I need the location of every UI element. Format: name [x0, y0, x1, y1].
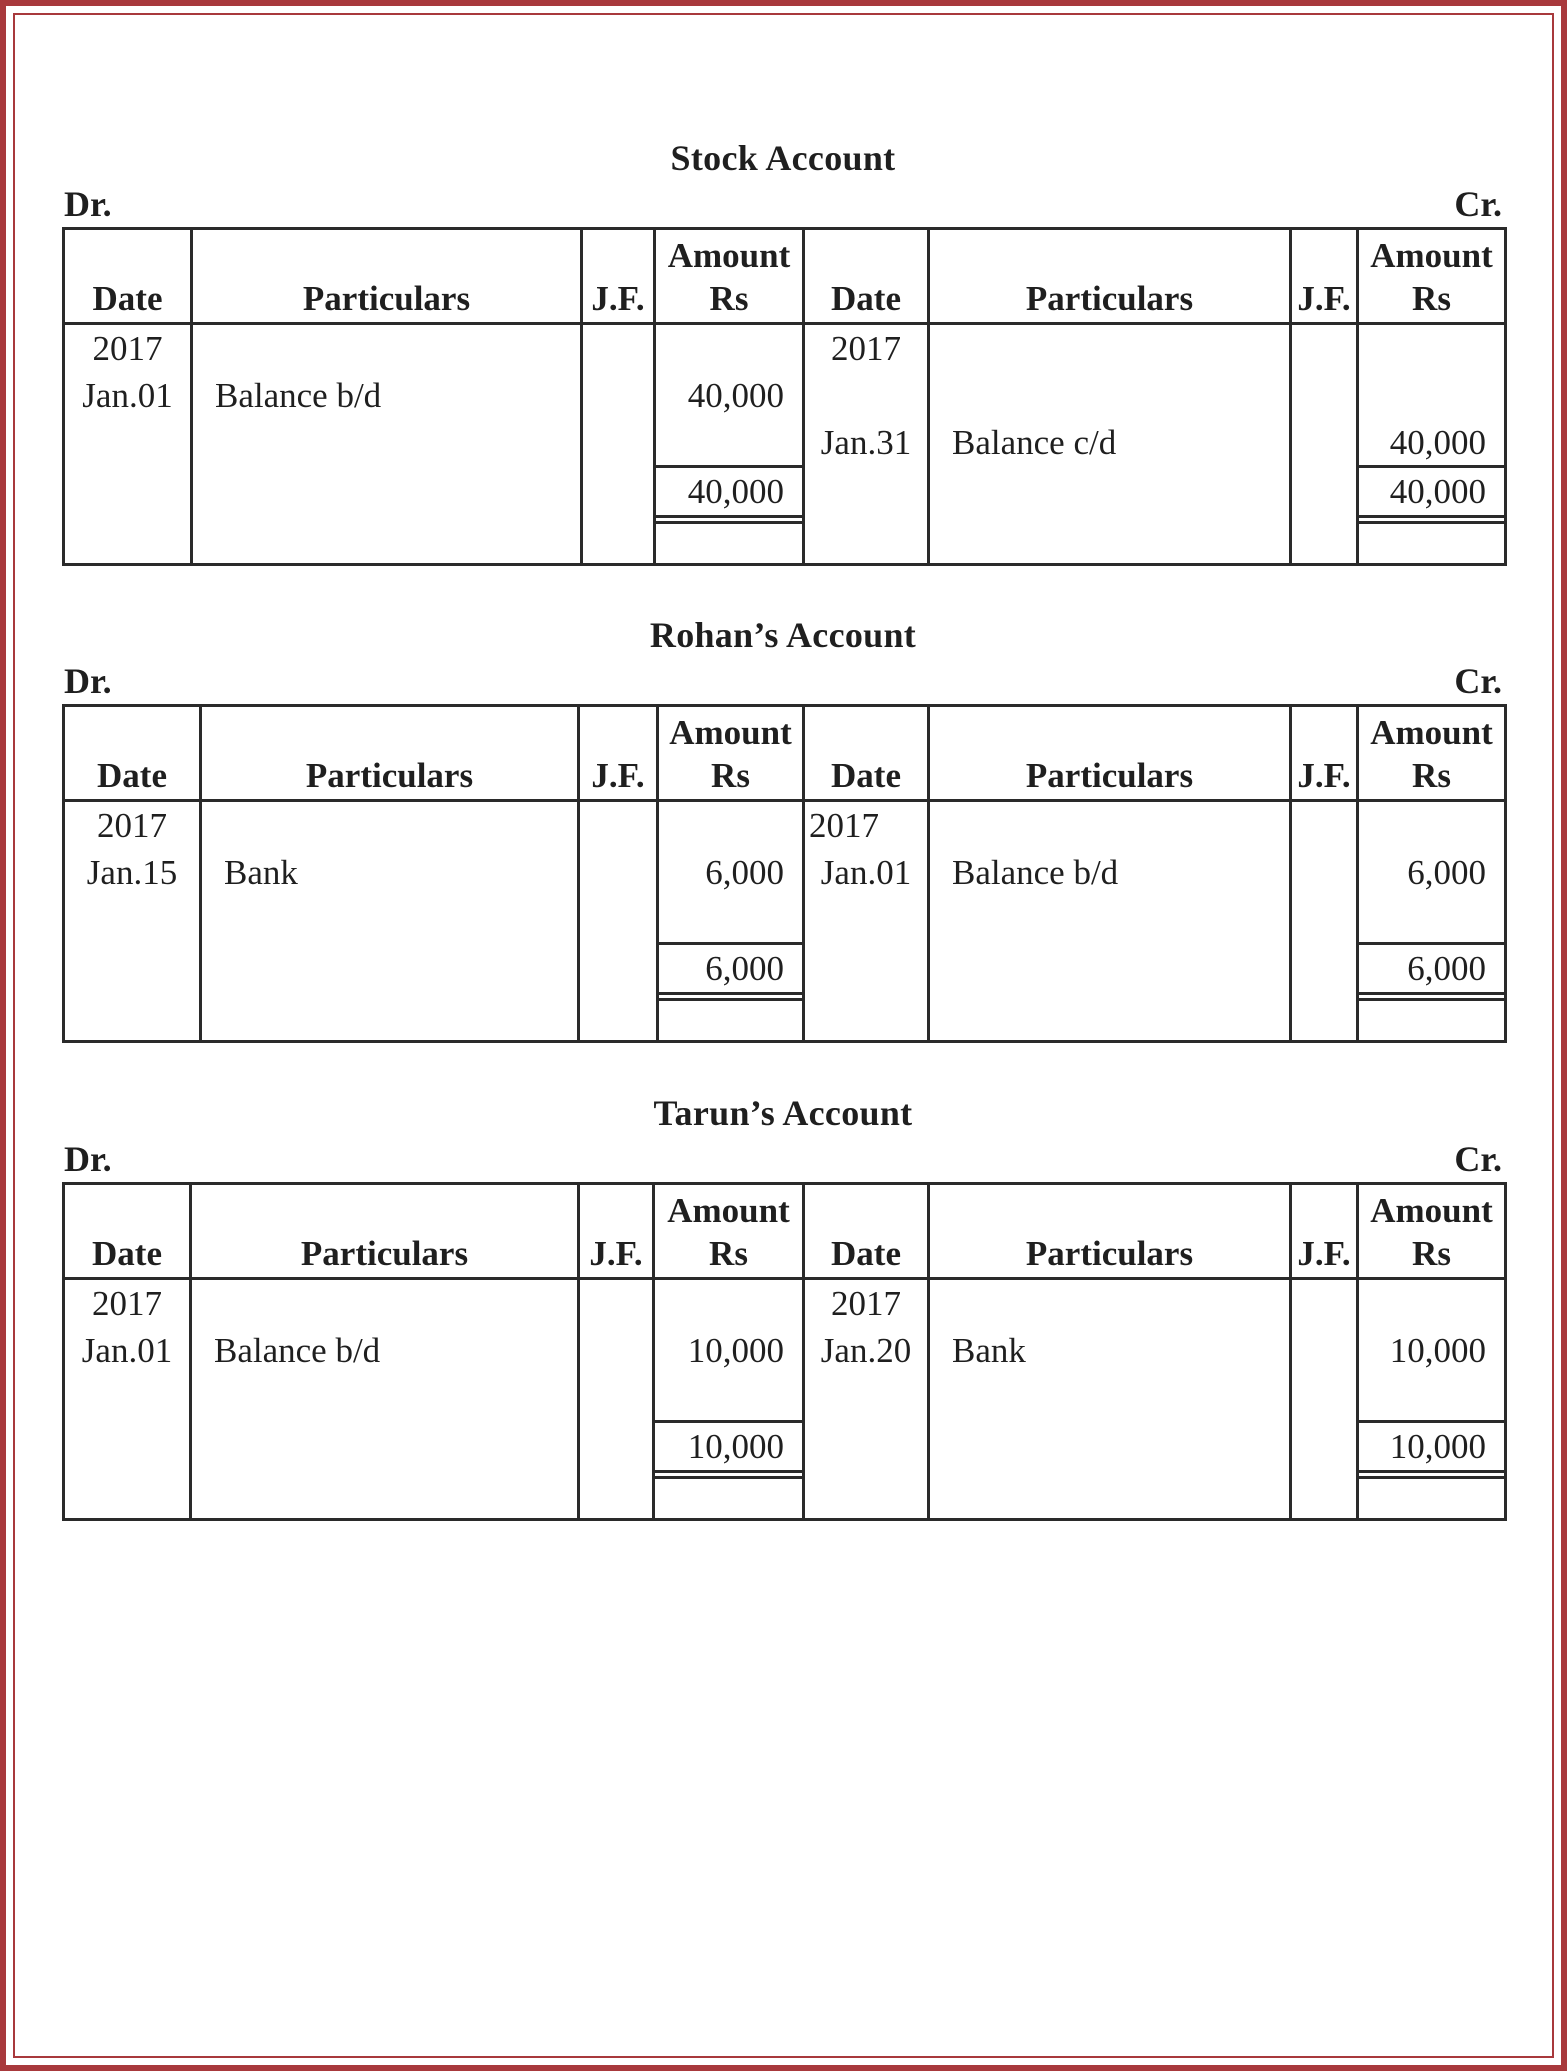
credit-date: Jan.31 — [820, 423, 912, 462]
credit-year: 2017 — [831, 1284, 901, 1323]
debit-total: 6,000 — [705, 949, 784, 988]
credit-particulars-cell — [929, 324, 1291, 565]
entries-row — [64, 324, 1506, 565]
debit-jf-cell — [582, 324, 655, 565]
credit-particulars-cell — [929, 1279, 1291, 1520]
debit-date-cell — [64, 324, 192, 565]
debit-amount-header — [658, 706, 804, 801]
debit-amount-cell — [658, 801, 804, 1042]
stock-account-ledger — [62, 135, 1504, 566]
rs-label: Rs — [1412, 756, 1451, 795]
debit-jf-cell — [579, 1279, 654, 1520]
credit-particulars: Balance b/d — [952, 853, 1119, 892]
debit-jf-header: J.F. — [579, 1184, 654, 1279]
credit-amount: 10,000 — [1389, 1331, 1486, 1370]
double-underline — [1359, 992, 1504, 1001]
credit-date-cell — [804, 801, 929, 1042]
credit-jf-header: J.F. — [1291, 1184, 1358, 1279]
debit-year: 2017 — [92, 1284, 162, 1323]
entries-row — [64, 1279, 1506, 1520]
credit-date-cell — [804, 324, 929, 565]
amount-label: Amount — [667, 236, 791, 275]
rs-label: Rs — [1412, 1234, 1451, 1273]
debit-jf-cell — [579, 801, 658, 1042]
debit-amount-header — [654, 1184, 804, 1279]
amount-label: Amount — [1370, 1191, 1493, 1230]
credit-amount-cell — [1358, 324, 1506, 565]
double-underline — [655, 1470, 802, 1479]
debit-amount-header — [655, 229, 804, 324]
debit-date: Jan.01 — [82, 376, 173, 415]
debit-date-cell — [64, 1279, 191, 1520]
debit-particulars: Bank — [224, 853, 298, 892]
rs-label: Rs — [1412, 279, 1451, 318]
credit-year: 2017 — [809, 806, 879, 845]
credit-jf-header: J.F. — [1291, 229, 1358, 324]
dr-cr-row — [62, 1136, 1504, 1182]
ledger-table — [62, 227, 1507, 566]
credit-date: Jan.20 — [820, 1331, 912, 1370]
ledger-title: Rohan’s Account — [649, 615, 917, 655]
rohan-account-ledger — [62, 612, 1504, 1043]
credit-total: 10,000 — [1389, 1427, 1486, 1466]
debit-date: Jan.15 — [86, 853, 178, 892]
debit-total: 10,000 — [687, 1427, 784, 1466]
ledger-title: Tarun’s Account — [653, 1093, 913, 1133]
credit-particulars: Bank — [952, 1331, 1026, 1370]
credit-jf-cell — [1291, 801, 1358, 1042]
debit-particulars-header: Particulars — [192, 229, 582, 324]
dr-label: Dr. — [64, 1139, 112, 1179]
ledger-table — [62, 704, 1507, 1043]
credit-amount: 40,000 — [1389, 423, 1486, 462]
amount-label: Amount — [669, 713, 792, 752]
credit-particulars-header: Particulars — [929, 1184, 1291, 1279]
debit-jf-header: J.F. — [579, 706, 658, 801]
ledger-table — [62, 1182, 1507, 1521]
rs-label: Rs — [711, 756, 750, 795]
debit-total: 40,000 — [687, 472, 784, 511]
double-underline — [656, 515, 802, 524]
debit-amount: 10,000 — [687, 1331, 784, 1370]
credit-jf-cell — [1291, 1279, 1358, 1520]
credit-jf-cell — [1291, 324, 1358, 565]
debit-particulars: Balance b/d — [215, 376, 382, 415]
credit-total: 6,000 — [1407, 949, 1486, 988]
debit-date-header: Date — [64, 706, 201, 801]
debit-amount: 40,000 — [687, 376, 784, 415]
debit-date-header: Date — [64, 1184, 191, 1279]
credit-particulars-cell — [929, 801, 1291, 1042]
credit-amount-header — [1358, 1184, 1506, 1279]
double-underline — [659, 992, 802, 1001]
credit-particulars: Balance c/d — [952, 423, 1117, 462]
credit-date-header: Date — [804, 706, 929, 801]
rs-label: Rs — [709, 1234, 748, 1273]
debit-jf-header: J.F. — [582, 229, 655, 324]
credit-amount-cell — [1358, 1279, 1506, 1520]
header-row — [64, 706, 1506, 801]
debit-year: 2017 — [92, 329, 163, 368]
debit-amount-cell — [655, 324, 804, 565]
credit-amount: 6,000 — [1407, 853, 1486, 892]
credit-date-header: Date — [804, 1184, 929, 1279]
credit-jf-header: J.F. — [1291, 706, 1358, 801]
amount-label: Amount — [1370, 713, 1493, 752]
cr-label: Cr. — [1454, 1139, 1502, 1179]
dr-label: Dr. — [64, 184, 112, 224]
dr-cr-row — [62, 658, 1504, 704]
cr-label: Cr. — [1454, 184, 1502, 224]
double-underline — [1359, 515, 1504, 524]
debit-amount: 6,000 — [705, 853, 784, 892]
ledger-title: Stock Account — [670, 138, 896, 178]
debit-particulars-cell — [191, 1279, 579, 1520]
credit-total: 40,000 — [1389, 472, 1486, 511]
credit-date: Jan.01 — [820, 853, 912, 892]
debit-amount-cell — [654, 1279, 804, 1520]
credit-amount-cell — [1358, 801, 1506, 1042]
debit-particulars-cell — [201, 801, 579, 1042]
double-underline — [1359, 1470, 1504, 1479]
tarun-account-ledger — [62, 1090, 1504, 1521]
debit-date: Jan.01 — [81, 1331, 173, 1370]
debit-particulars-header: Particulars — [201, 706, 579, 801]
amount-label: Amount — [667, 1191, 790, 1230]
credit-particulars-header: Particulars — [929, 229, 1291, 324]
debit-particulars-header: Particulars — [191, 1184, 579, 1279]
header-row — [64, 1184, 1506, 1279]
cr-label: Cr. — [1454, 661, 1502, 701]
credit-year: 2017 — [831, 329, 901, 368]
credit-amount-header — [1358, 706, 1506, 801]
credit-particulars-header: Particulars — [929, 706, 1291, 801]
entries-row — [64, 801, 1506, 1042]
debit-year: 2017 — [97, 806, 167, 845]
rs-label: Rs — [709, 279, 749, 318]
debit-date-header: Date — [64, 229, 192, 324]
credit-date-header: Date — [804, 229, 929, 324]
dr-cr-row — [62, 181, 1504, 227]
header-row — [64, 229, 1506, 324]
amount-label: Amount — [1370, 236, 1493, 275]
debit-date-cell — [64, 801, 201, 1042]
debit-particulars-cell — [192, 324, 582, 565]
credit-amount-header — [1358, 229, 1506, 324]
credit-date-cell — [804, 1279, 929, 1520]
debit-particulars: Balance b/d — [214, 1331, 381, 1370]
dr-label: Dr. — [64, 661, 112, 701]
